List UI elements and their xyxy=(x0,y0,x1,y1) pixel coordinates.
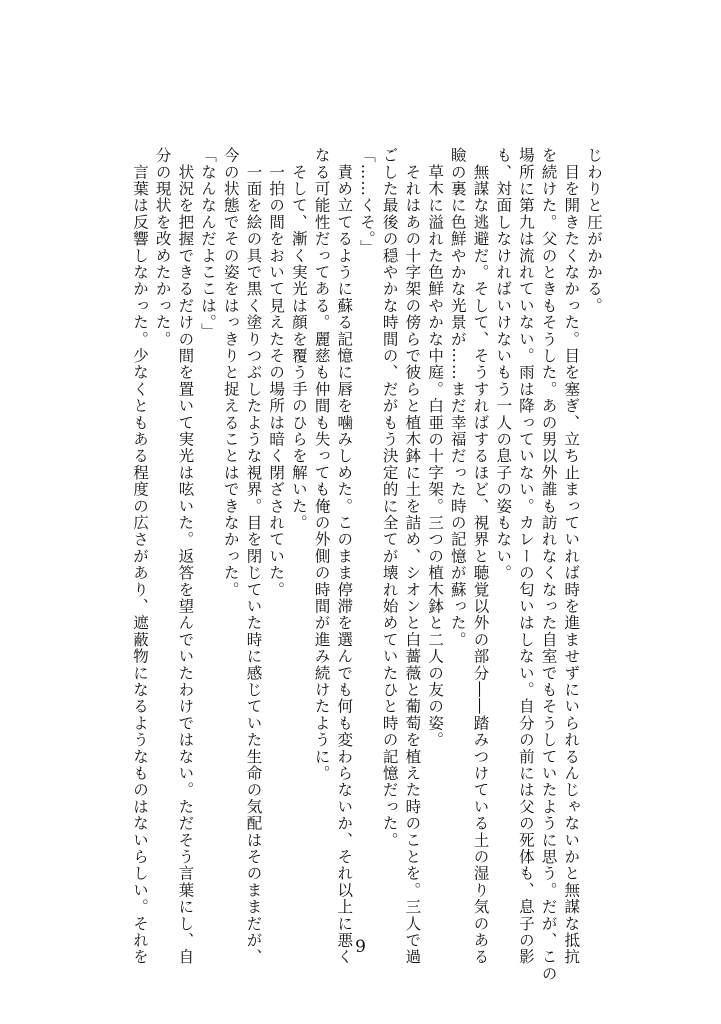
text-line: ごした最後の穏やかな時間の、だがもう決定的に全てが壊れ始めていたひと時の記憶だった。 xyxy=(380,147,399,849)
text-line: 瞼の裏に色鮮やかな光景が……まだ幸福だった時の記憶が蘇った。 xyxy=(448,147,467,648)
text-line: 言葉は反響しなかった。少なくともある程度の広さがあり、遮蔽物になるようなものはないらしい。それを xyxy=(130,147,149,966)
text-line: なる可能性だってある。麗慈も仲間も失っても俺の外側の時間が進み続けたように。 xyxy=(312,147,331,782)
text-line: も、対面しなければいけないもう一人の息子の姿もない。 xyxy=(494,147,513,582)
text-line: じわりと圧がかかる。 xyxy=(585,147,603,314)
page-number: 9 xyxy=(355,937,366,957)
text-line: 無謀な逃避だ。そして、そうすればするほど、視界と聴覚以外の部分――踏みつけている土の湿り気のある xyxy=(471,147,490,966)
text-line: 状況を把握できるだけの間を置いて実光は呟いた。返答を望んでいたわけではない。ただそう言葉にし、自 xyxy=(176,147,195,966)
text-line: 「なんなんだよここは。」 xyxy=(199,147,218,340)
text-line: 分の現状を改めたかった。 xyxy=(153,147,172,348)
text-line: それはあの十字架の傍らで彼らと植木鉢に土を詰め、シオンと白薔薇と葡萄を植えた時のことを。三人で過 xyxy=(403,147,422,966)
text-line: 責め立てるように蘇る記憶に唇を噛みしめた。このまま停滞を選んでも何も変わらないか、それ以上に悪く xyxy=(335,147,354,966)
text-line: 一拍の間をおいて見えたその場所は暗く閉ざされていた。 xyxy=(267,147,286,598)
vertical-text-body xyxy=(128,147,605,982)
text-line: そして、漸く実光は顔を覆う手のひらを解いた。 xyxy=(289,147,308,532)
text-line: 目を開きたくなかった。目を塞ぎ、立ち止まっていれば時を進ませずにいられるんじゃないかと無謀な抵抗 xyxy=(562,147,581,966)
text-line: 今の状態でその姿をはっきりと捉えることはできなかった。 xyxy=(221,147,240,598)
text-line: 「……くそ。」 xyxy=(357,147,376,257)
text-line: 草木に溢れた色鮮やかな中庭。白亜の十字架。三つの植木鉢と二人の友の姿。 xyxy=(426,147,445,749)
text-line: を続けた。父のときもそうした。あの男以外誰も訪れなくなった自室でもそうしていたように思う。だが、この xyxy=(539,147,558,982)
text-line: 場所に第九は流れていない。雨は降っていない。カレーの匂いはしない。自分の前には父の死体も、息子の影 xyxy=(516,147,535,966)
text-line: 一面を絵の具で黒く塗りつぶしたような視界。目を閉じていた時に感じていた生命の気配はそのままだが、 xyxy=(244,147,263,966)
